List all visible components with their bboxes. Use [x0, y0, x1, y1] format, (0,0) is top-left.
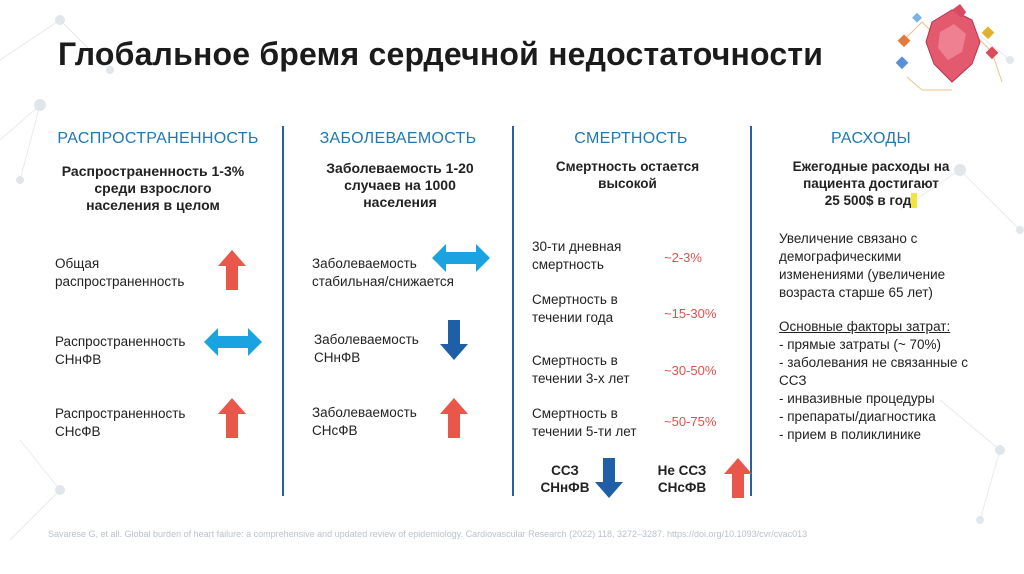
mortality-noncvd-hfpef-label: Не ССЗ СНсФВ — [657, 463, 707, 495]
arrow-both-icon — [204, 328, 262, 356]
mortality-3year-label: Смертность в течении 3-х лет — [532, 353, 630, 386]
mortality-summary: Смертность остается высокой — [555, 159, 700, 191]
arrow-up-icon — [440, 398, 468, 438]
arrow-down-icon — [595, 458, 623, 498]
mortality-30day-label: 30-ти дневная смертность — [532, 239, 622, 272]
costs-summary — [772, 158, 970, 209]
mortality-5year-label: Смертность в течении 5-ти лет — [532, 406, 637, 439]
arrow-down-icon — [440, 320, 468, 360]
heading-incidence: ЗАБОЛЕВАЕМОСТЬ — [319, 130, 477, 147]
costs-increase-text: Увеличение связано с демографическими изменениями (увеличение возраста старше 65 лет) — [779, 231, 946, 300]
list-item: - препараты/диагностика — [779, 409, 936, 424]
heading-prevalence: РАСПРОСТРАНЕННОСТЬ — [57, 130, 259, 147]
arrow-up-icon — [218, 398, 246, 438]
citation: Savarese G, et all. Global burden of heart failure: a comprehensive and updated review of epidemiology. Cardiovascular Research (2022) 118, 3272–3287. https://doi.org/10.1093/cvr/cvac013 — [48, 529, 808, 539]
costs-summary-line1: Ежегодные расходы на — [792, 159, 950, 174]
mortality-cvd-hfref-label: ССЗ СНнФВ — [540, 463, 590, 495]
costs-factors — [779, 318, 989, 444]
column-divider-3 — [750, 126, 752, 496]
incidence-hfref-label: Заболеваемость СНнФВ — [314, 332, 419, 365]
highlight-marker — [911, 193, 917, 208]
mortality-3year-value: ~30-50% — [664, 363, 717, 378]
mortality-30day-value: ~2-3% — [664, 250, 702, 265]
mortality-5year-value: ~50-75% — [664, 414, 717, 429]
heading-mortality: СМЕРТНОСТЬ — [574, 130, 688, 147]
incidence-hfpef-label: Заболеваемость СНсФВ — [312, 405, 417, 438]
column-divider-1 — [282, 126, 284, 496]
costs-factors-title: Основные факторы затрат: — [779, 319, 951, 334]
list-item: - прямые затраты (~ 70%) — [779, 337, 942, 352]
prevalence-summary: Распространенность 1-3% среди взрослого населения в целом — [61, 163, 245, 213]
incidence-summary: Заболеваемость 1-20 случаев на 1000 населения — [326, 160, 474, 210]
costs-summary-line2: пациента достигают — [803, 176, 939, 191]
incidence-overall-label: Заболеваемость стабильная/снижается — [312, 256, 454, 289]
list-item: - прием в поликлинике — [779, 427, 922, 442]
page-title: Глобальное бремя сердечной недостаточности — [58, 36, 824, 72]
prevalence-hfref-label: Распространенность СНнФВ — [55, 334, 186, 367]
arrow-up-icon — [218, 250, 246, 290]
column-divider-2 — [512, 126, 514, 496]
prevalence-overall-label: Общая распространенность — [55, 256, 185, 289]
list-item: - инвазивные процедуры — [779, 391, 935, 406]
costs-amount: 25 500$ в год — [824, 193, 912, 208]
list-item: - заболевания не связанные с ССЗ — [779, 355, 968, 388]
heading-costs: РАСХОДЫ — [831, 130, 911, 147]
costs-factors-list — [779, 336, 989, 444]
heart-polygon-logo — [892, 2, 1012, 94]
arrow-both-icon — [432, 244, 490, 272]
mortality-1year-label: Смертность в течении года — [532, 292, 618, 325]
prevalence-hfpef-label: Распространенность СНсФВ — [55, 406, 186, 439]
arrow-up-icon — [724, 458, 752, 498]
costs-summary-line3 — [772, 192, 970, 209]
mortality-1year-value: ~15-30% — [664, 306, 717, 321]
